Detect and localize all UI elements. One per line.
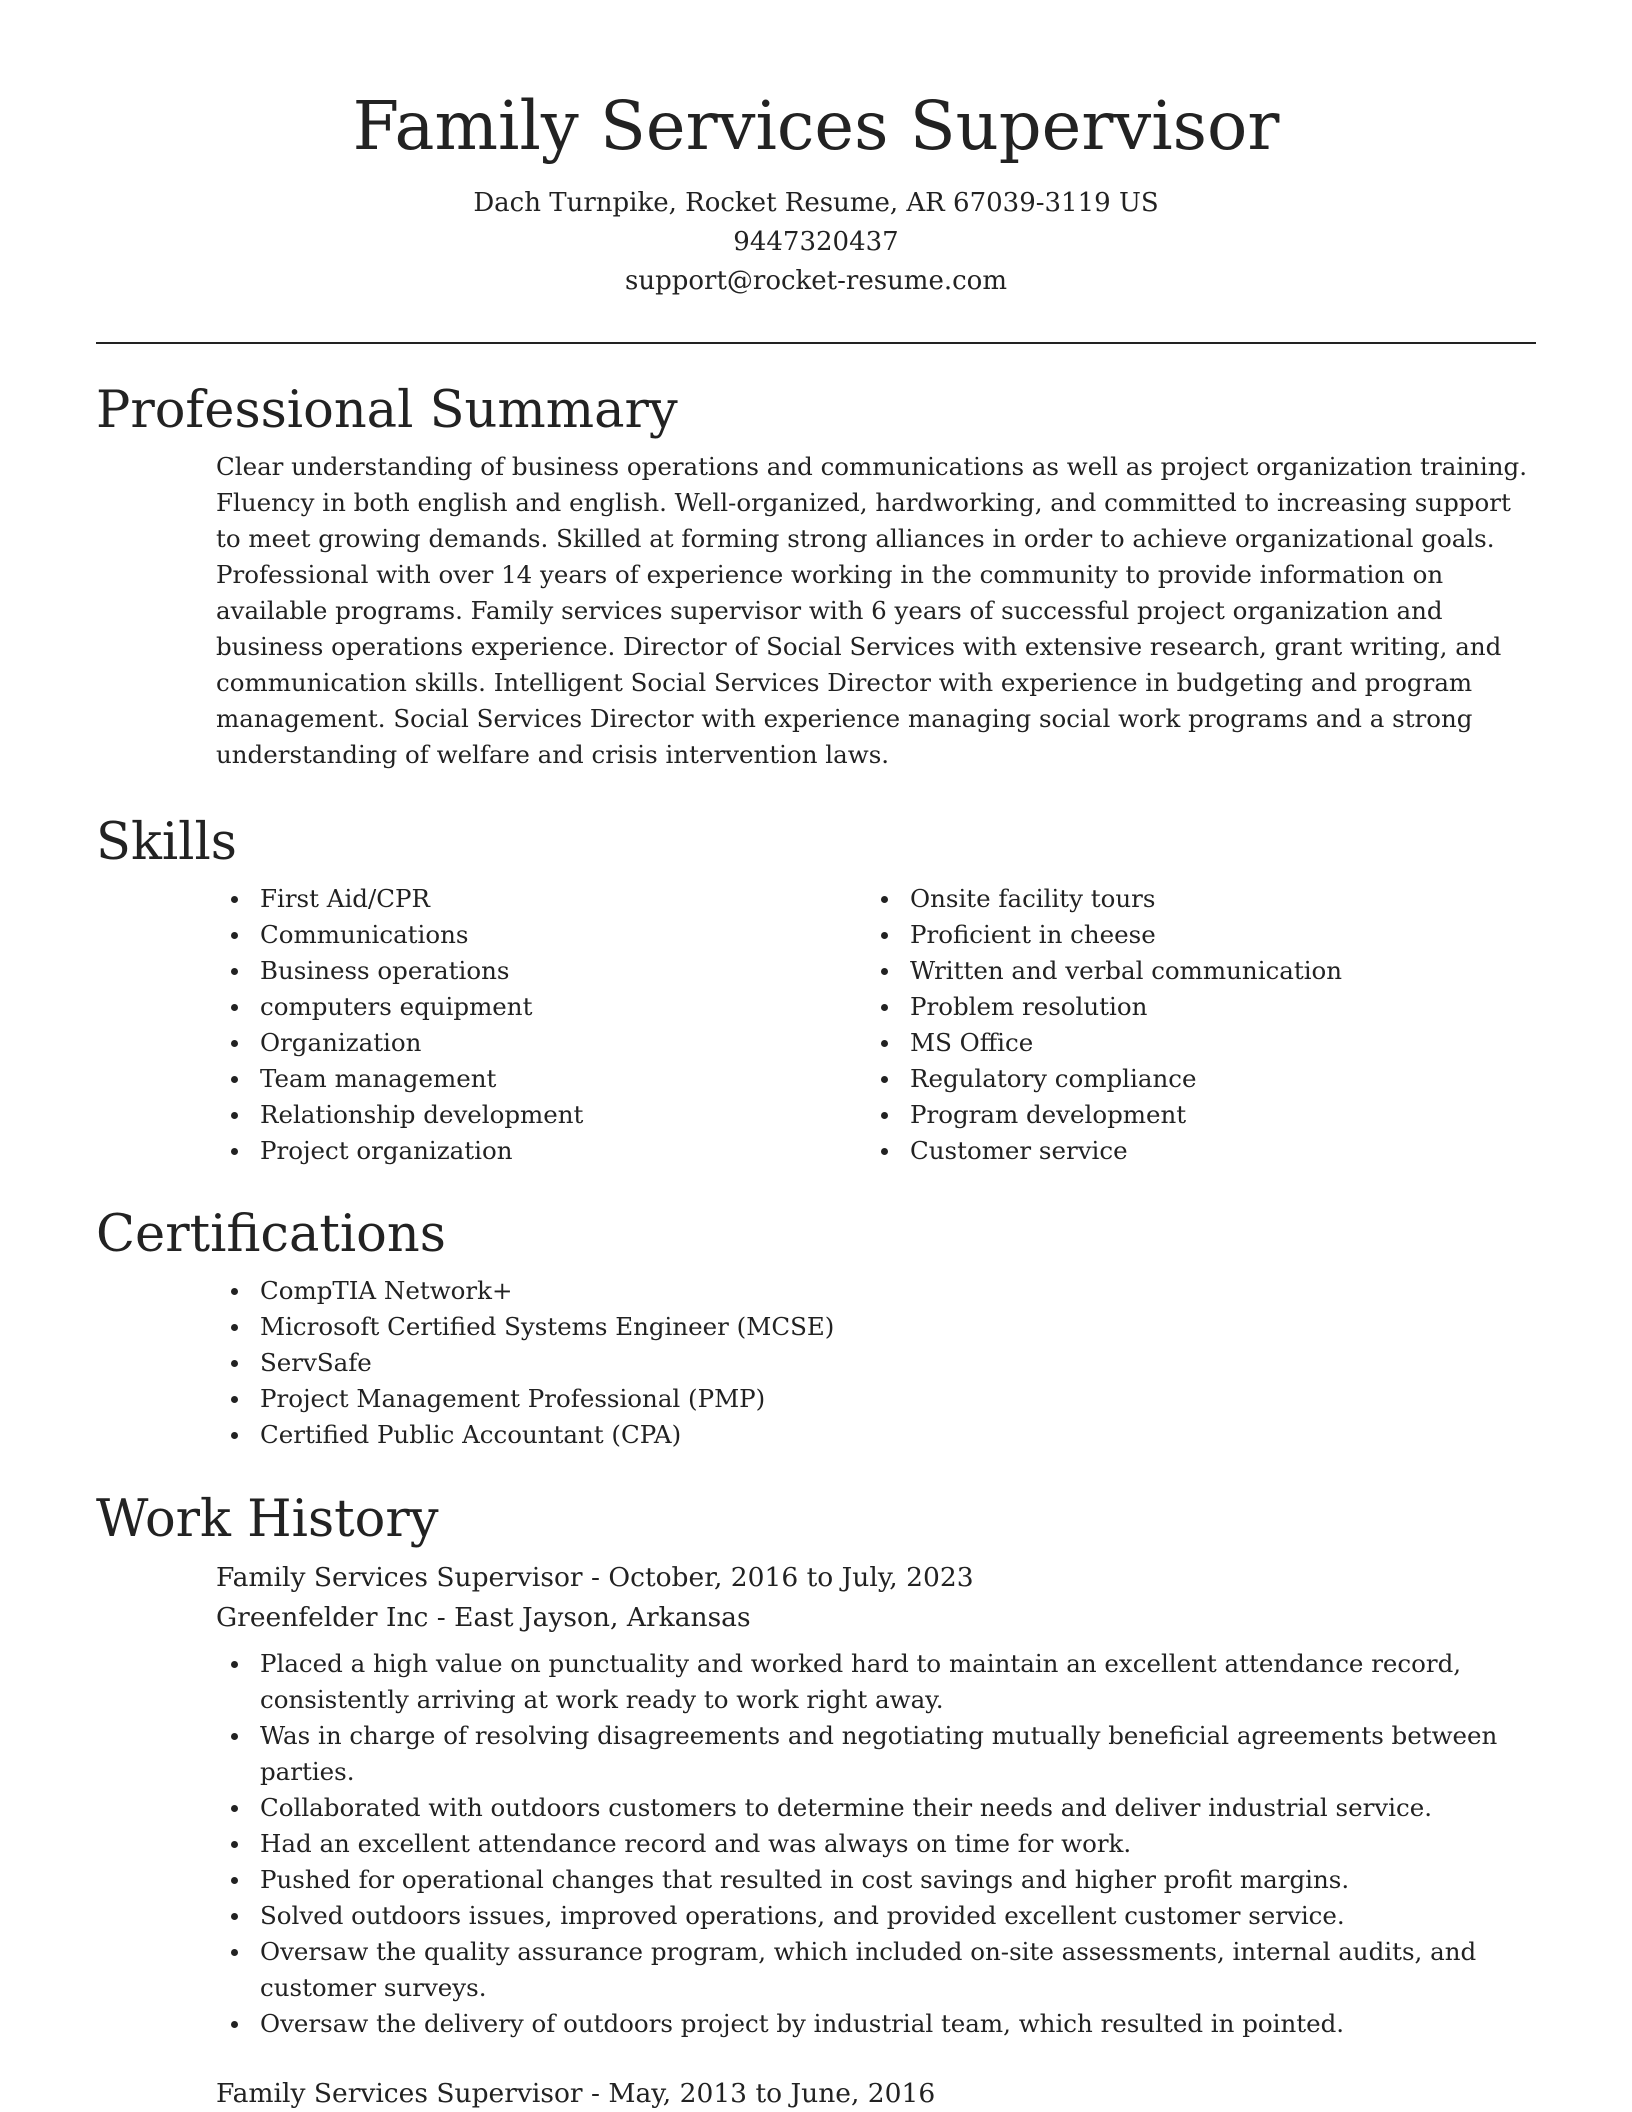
list-item: MS Office bbox=[866, 1025, 1516, 1061]
resume-name: Family Services Supervisor bbox=[352, 87, 1280, 165]
list-item: Project Management Professional (PMP) bbox=[216, 1381, 1536, 1417]
list-item: CompTIA Network+ bbox=[216, 1273, 1536, 1309]
list-item: Organization bbox=[216, 1025, 866, 1061]
list-item: Pushed for operational changes that resulted in cost savings and higher profit margins. bbox=[216, 1862, 1536, 1898]
certifications-list bbox=[216, 1273, 1536, 1453]
list-item: Customer service bbox=[866, 1133, 1516, 1169]
certifications-body bbox=[216, 1273, 1536, 1453]
job-bullets bbox=[216, 1646, 1536, 2042]
list-item: Oversaw the quality assurance program, which included on-site assessments, internal audits, and customer surveys. bbox=[216, 1934, 1536, 2006]
job-dates: October, 2016 to July, 2023 bbox=[608, 1562, 974, 1593]
summary-text: Clear understanding of business operations and communications as well as project organization training. Fluency in both english and english. Well-organized, hardworking, and committed to increasing support to meet growing demands. Skilled at forming strong alliances in order to achieve organizational goals. Professional with over 14 years of experience working in the community to provide information on available programs. Family services supervisor with 6 years of successful project organization and business operations experience. Director of Social Services with extensive research, grant writing, and communication skills. Intelligent Social Services Director with experience in budgeting and program management. Social Services Director with experience managing social work programs and a strong understanding of welfare and crisis intervention laws. bbox=[216, 452, 1528, 769]
contact-address: Dach Turnpike, Rocket Resume, AR 67039-3119 US bbox=[473, 188, 1159, 218]
list-item: Microsoft Certified Systems Engineer (MCSE) bbox=[216, 1309, 1536, 1345]
work-history-body bbox=[216, 1558, 1536, 2112]
job-company-line bbox=[216, 1598, 1536, 1638]
list-item: Communications bbox=[216, 917, 866, 953]
list-item: Had an excellent attendance record and was always on time for work. bbox=[216, 1826, 1536, 1862]
summary-section bbox=[96, 381, 1536, 773]
list-item: Collaborated with outdoors customers to determine their needs and deliver industrial service. bbox=[216, 1790, 1536, 1826]
skills-columns bbox=[216, 881, 1536, 1169]
job-separator: - bbox=[582, 1562, 609, 1593]
skills-list-left bbox=[216, 881, 866, 1169]
list-item: Certified Public Accountant (CPA) bbox=[216, 1417, 1536, 1453]
contact-email: support@rocket-resume.com bbox=[624, 266, 1007, 296]
list-item: First Aid/CPR bbox=[216, 881, 866, 917]
list-item: Oversaw the delivery of outdoors project by industrial team, which resulted in pointed. bbox=[216, 2006, 1536, 2042]
section-title-summary: Professional Summary bbox=[96, 381, 678, 440]
job-entry bbox=[216, 1558, 1536, 2042]
list-item: Team management bbox=[216, 1061, 866, 1097]
skills-list-right bbox=[866, 881, 1516, 1169]
job-separator: - bbox=[582, 2078, 609, 2109]
section-title-work-history: Work History bbox=[96, 1490, 439, 1549]
list-item: Written and verbal communication bbox=[866, 953, 1516, 989]
list-item: Program development bbox=[866, 1097, 1516, 1133]
list-item: ServSafe bbox=[216, 1345, 1536, 1381]
job-separator: - bbox=[428, 1602, 455, 1633]
summary-body bbox=[216, 449, 1536, 773]
list-item: Project organization bbox=[216, 1133, 866, 1169]
job-title: Family Services Supervisor bbox=[216, 1562, 583, 1593]
list-item: Was in charge of resolving disagreements and negotiating mutually beneficial agreements between parties. bbox=[216, 1718, 1536, 1790]
list-item: Onsite facility tours bbox=[866, 881, 1516, 917]
work-history-section bbox=[96, 1490, 1536, 2112]
skills-column-right bbox=[866, 881, 1516, 1169]
list-item: computers equipment bbox=[216, 989, 866, 1025]
job-dates: May, 2013 to June, 2016 bbox=[608, 2078, 936, 2109]
job-title: Family Services Supervisor bbox=[216, 2078, 583, 2109]
resume-header bbox=[0, 0, 1632, 301]
contact-phone: 9447320437 bbox=[733, 227, 899, 257]
job-entry bbox=[216, 2074, 1536, 2112]
list-item: Placed a high value on punctuality and worked hard to maintain an excellent attendance record, consistently arriving at work ready to work right away. bbox=[216, 1646, 1536, 1718]
list-item: Problem resolution bbox=[866, 989, 1516, 1025]
section-title-certifications: Certifications bbox=[96, 1205, 446, 1264]
skills-section bbox=[96, 813, 1536, 1169]
list-item: Regulatory compliance bbox=[866, 1061, 1516, 1097]
list-item: Business operations bbox=[216, 953, 866, 989]
header-divider bbox=[96, 342, 1536, 344]
list-item: Solved outdoors issues, improved operations, and provided excellent customer service. bbox=[216, 1898, 1536, 1934]
list-item: Relationship development bbox=[216, 1097, 866, 1133]
job-location: East Jayson, Arkansas bbox=[454, 1602, 751, 1633]
skills-column-left bbox=[216, 881, 866, 1169]
section-title-skills: Skills bbox=[96, 813, 237, 872]
skills-body bbox=[216, 881, 1536, 1169]
job-title-line bbox=[216, 1558, 1536, 1598]
job-title-line bbox=[216, 2074, 1536, 2112]
list-item: Proficient in cheese bbox=[866, 917, 1516, 953]
certifications-section bbox=[96, 1205, 1536, 1453]
job-company: Greenfelder Inc bbox=[216, 1602, 429, 1633]
